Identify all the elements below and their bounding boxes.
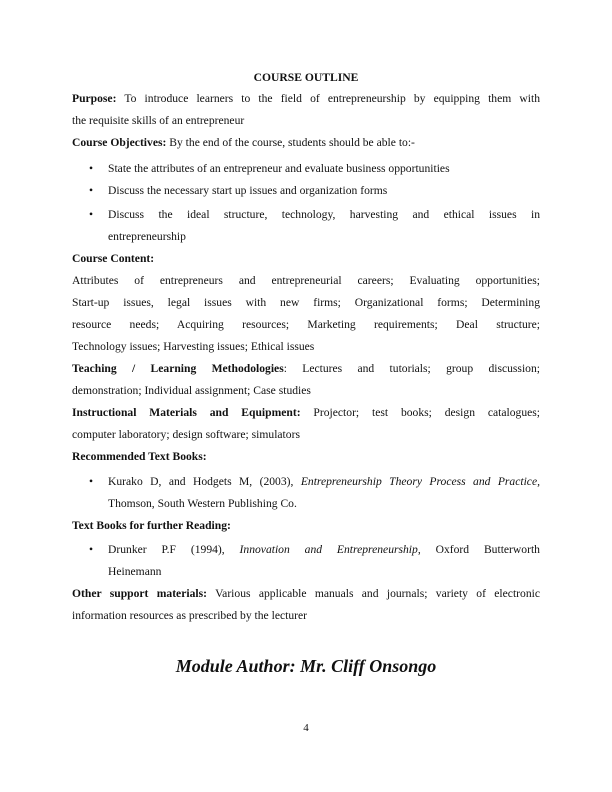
other-line-2: information resources as prescribed by the lecturer — [72, 609, 307, 622]
materials-label: Instructional Materials and Equipment: — [72, 406, 301, 419]
page-number: 4 — [303, 722, 309, 734]
objectives-text: By the end of the course, students should be able to:- — [166, 136, 415, 149]
purpose-label: Purpose: — [72, 92, 117, 105]
list-item-text: Discuss the ideal structure, technology, harvesting and ethical issues in — [108, 208, 540, 221]
content-line: Attributes of entrepreneurs and entrepreneurial careers; Evaluating opportunities; — [72, 274, 540, 287]
further-reading-heading: Text Books for further Reading: — [72, 519, 231, 532]
purpose-line-2: the requisite skills of an entrepreneur — [72, 114, 245, 127]
content-line: Start-up issues, legal issues with new firms; Organizational forms; Determining — [72, 296, 540, 309]
reference-item — [72, 471, 540, 493]
bullet-icon: • — [89, 162, 94, 175]
reference-publisher: Thomson, South Western Publishing Co. — [108, 497, 297, 510]
module-author: Module Author: Mr. Cliff Onsongo — [175, 656, 437, 676]
content-heading: Course Content: — [72, 252, 155, 265]
list-item — [72, 158, 540, 180]
content-line: resource needs; Acquiring resources; Marketing requirements; Deal structure; — [72, 318, 540, 331]
other-line-1 — [72, 583, 540, 605]
bullet-icon: • — [89, 475, 94, 488]
recommended-heading: Recommended Text Books: — [72, 450, 207, 463]
reference-item — [72, 539, 540, 561]
list-item — [72, 204, 540, 226]
teaching-label: Teaching / Learning Methodologies — [72, 362, 284, 375]
objectives-label: Course Objectives: — [72, 136, 167, 149]
materials-line-2: computer laboratory; design software; simulators — [72, 428, 300, 441]
reference-authors: Drunker P.F (1994), — [108, 543, 240, 556]
other-text: Various applicable manuals and journals; variety of electronic — [206, 587, 540, 600]
purpose-text: To introduce learners to the field of entrepreneurship by equipping them with — [116, 92, 540, 105]
list-item-text: State the attributes of an entrepreneur and evaluate business opportunities — [108, 162, 450, 175]
list-item-continuation: entrepreneurship — [108, 230, 186, 243]
reference-publisher-continuation: Heinemann — [108, 565, 162, 578]
teaching-line-2: demonstration; Individual assignment; Case studies — [72, 384, 311, 397]
materials-text: Projector; test books; design catalogues; — [300, 406, 540, 419]
reference-title: Entrepreneurship Theory Process and Practice, — [300, 475, 540, 488]
bullet-icon: • — [89, 543, 94, 556]
reference-authors: Kurako D, and Hodgets M, (2003), — [108, 475, 301, 488]
reference-publisher: , Oxford Butterworth — [417, 543, 540, 556]
other-label: Other support materials: — [72, 587, 207, 600]
course-outline — [72, 68, 540, 627]
bullet-icon: • — [89, 208, 94, 221]
materials-line-1 — [72, 402, 540, 424]
teaching-text: : Lectures and tutorials; group discussion; — [283, 362, 540, 375]
objectives-heading — [72, 132, 540, 154]
reference-title: Innovation and Entrepreneurship — [239, 543, 418, 556]
purpose-line-1 — [72, 88, 540, 110]
teaching-line-1 — [72, 358, 540, 380]
page-title: COURSE OUTLINE — [253, 71, 359, 84]
content-line: Technology issues; Harvesting issues; Ethical issues — [72, 340, 315, 353]
list-item — [72, 180, 540, 204]
bullet-icon: • — [89, 184, 94, 197]
list-item-text: Discuss the necessary start up issues and organization forms — [108, 184, 388, 197]
